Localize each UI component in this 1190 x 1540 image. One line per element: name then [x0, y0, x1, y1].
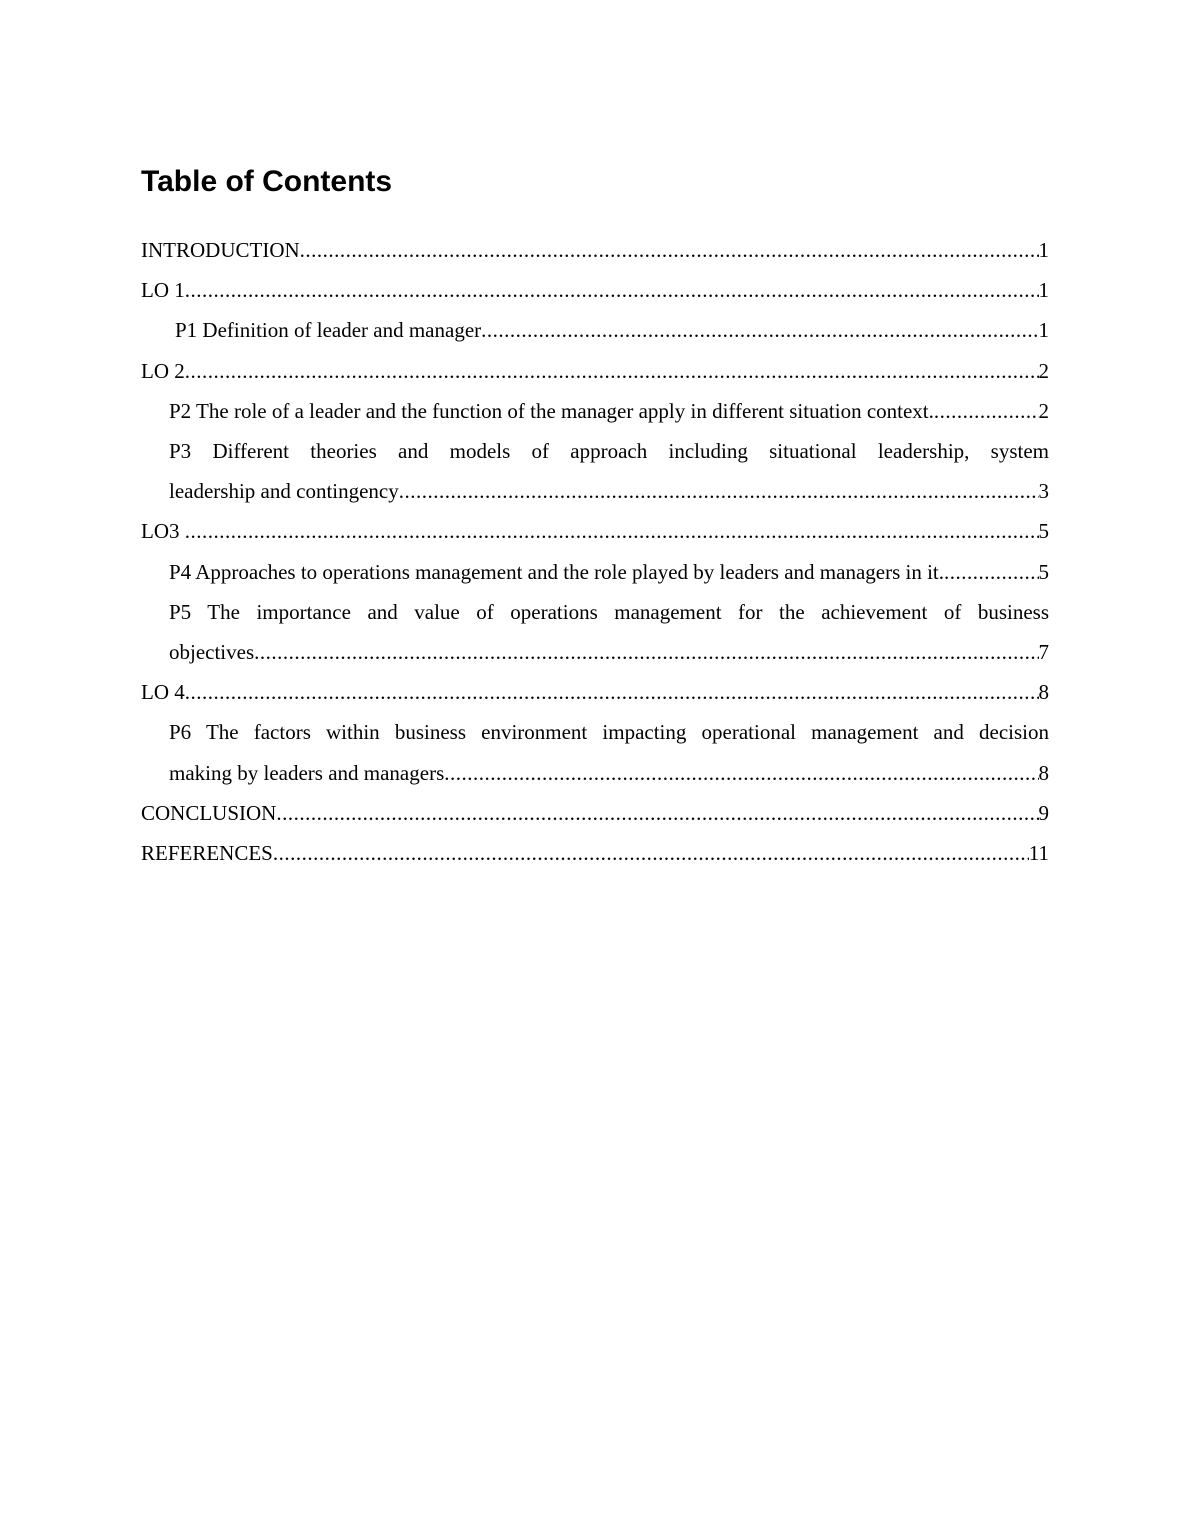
- toc-entry-page: 1: [1038, 318, 1049, 343]
- toc-entry-p6[interactable]: [141, 712, 1049, 792]
- dot-leader: [944, 552, 1038, 592]
- toc-list: [141, 230, 1049, 873]
- toc-entry-page: 2: [1038, 398, 1049, 423]
- toc-entry-p1[interactable]: [141, 310, 1049, 350]
- toc-entry-page: 5: [1038, 519, 1049, 544]
- toc-entry-p5[interactable]: [141, 592, 1049, 672]
- toc-entry-label: LO 1: [141, 278, 185, 303]
- toc-entry-page: 2: [1038, 358, 1049, 383]
- toc-entry-references[interactable]: [141, 833, 1049, 873]
- toc-entry-label: CONCLUSION: [141, 800, 277, 825]
- toc-entry-label: REFERENCES: [141, 841, 273, 866]
- toc-entry-label: P1 Definition of leader and manager: [175, 318, 482, 343]
- toc-entry-page: 11: [1028, 841, 1049, 866]
- dot-leader: [300, 230, 1039, 270]
- toc-entry-lead: P5 The importance and value of operations management for the achievement of business: [169, 599, 1049, 624]
- toc-entry-lead: P6 The factors within business environment impacting operational management and decision: [169, 720, 1049, 745]
- toc-entry-introduction[interactable]: [141, 230, 1049, 270]
- dot-leader: [276, 793, 1038, 833]
- toc-entry-page: 5: [1038, 559, 1049, 584]
- toc-entry-lo2[interactable]: [141, 351, 1049, 391]
- toc-entry-label: LO3: [141, 519, 185, 544]
- toc-entry-lo3[interactable]: [141, 511, 1049, 551]
- toc-entry-lo4[interactable]: [141, 672, 1049, 712]
- dot-leader: [399, 471, 1039, 511]
- toc-entry-page: 1: [1038, 278, 1049, 303]
- toc-entry-label: INTRODUCTION: [141, 238, 300, 262]
- toc-entry-lo1[interactable]: [141, 270, 1049, 310]
- toc-entry-conclusion[interactable]: [141, 793, 1049, 833]
- toc-entry-page: 8: [1038, 760, 1049, 785]
- dot-leader: [254, 632, 1038, 672]
- toc-entry-page: 9: [1038, 800, 1049, 825]
- toc-title: Table of Contents: [141, 165, 393, 198]
- toc-entry-page: 8: [1038, 680, 1049, 705]
- document-page: [141, 160, 1049, 873]
- toc-entry-label: making by leaders and managers: [169, 760, 445, 785]
- dot-leader: [185, 351, 1039, 391]
- toc-entry-p3[interactable]: [141, 431, 1049, 511]
- dot-leader: [185, 672, 1039, 712]
- toc-entry-p4[interactable]: [141, 552, 1049, 592]
- dot-leader: [481, 310, 1038, 350]
- dot-leader: [185, 270, 1039, 310]
- toc-entry-page: 1: [1038, 238, 1049, 262]
- dot-leader: [273, 833, 1029, 873]
- toc-entry-p2[interactable]: [141, 391, 1049, 431]
- toc-entry-page: 7: [1038, 640, 1049, 665]
- toc-entry-label: objectives: [169, 640, 255, 665]
- toc-entry-label: P4 Approaches to operations management and the role played by leaders and managers in it.: [169, 559, 945, 584]
- dot-leader: [185, 511, 1039, 551]
- toc-entry-page: 3: [1038, 479, 1049, 504]
- toc-entry-label: leadership and contingency: [169, 479, 399, 504]
- toc-entry-label: LO 4: [141, 680, 185, 705]
- dot-leader: [934, 391, 1039, 431]
- toc-entry-label: P2 The role of a leader and the function of the manager apply in different situation context.: [169, 398, 934, 423]
- toc-entry-label: LO 2: [141, 358, 185, 383]
- dot-leader: [444, 753, 1038, 793]
- toc-entry-lead: P3 Different theories and models of approach including situational leadership, system: [169, 439, 1049, 464]
